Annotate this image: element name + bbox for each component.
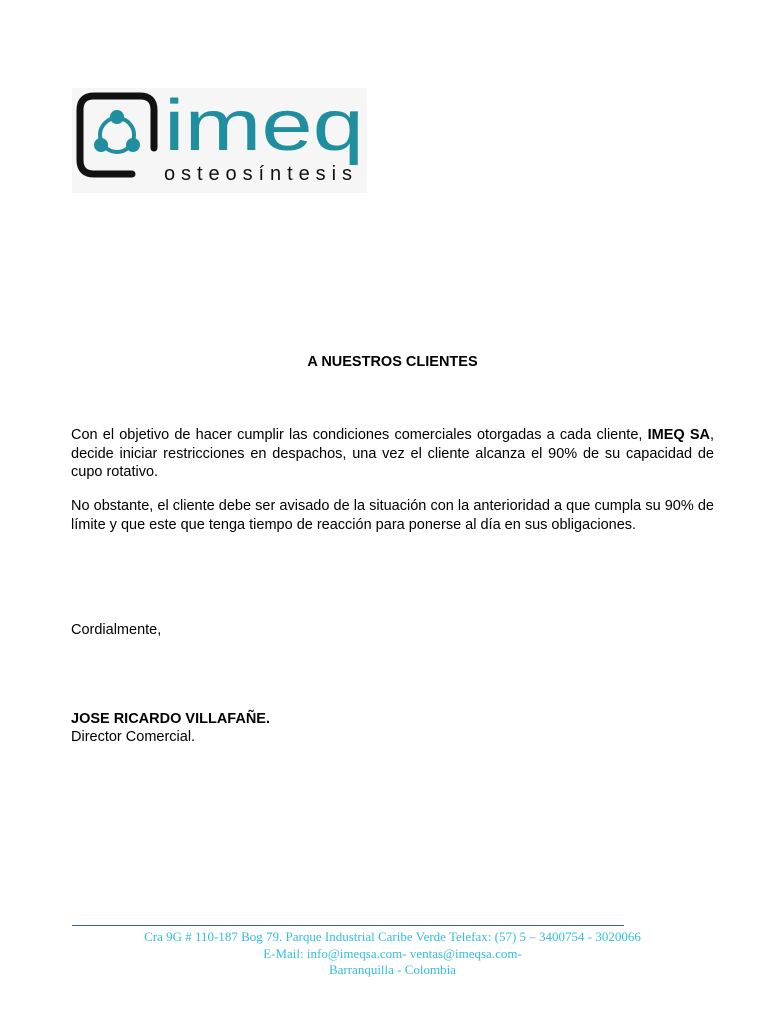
paragraph-notice: No obstante, el cliente debe ser avisado de la situación con la anterioridad a que cumpla su 90% de límite y que este que tenga tiempo de reacción para ponerse al día en sus obligaciones. — [71, 498, 714, 533]
paragraph1-lead: Con el objetivo de hacer cumplir las condiciones comerciales otorgadas a cada cliente, — [71, 427, 648, 443]
company-logo — [72, 88, 367, 193]
paragraph1-rest: , decide iniciar restricciones en despachos, una vez el cliente alcanza el 90% de su capacidad de cupo rotativo. — [71, 427, 714, 480]
footer-email: E-Mail: info@imeqsa.com- ventas@imeqsa.com- — [263, 945, 522, 961]
footer-contact — [0, 929, 768, 979]
paragraph-restrictions — [71, 426, 714, 482]
signer-name: JOSE RICARDO VILLAFAÑE. — [71, 711, 270, 727]
logo-tagline: osteosíntesis — [164, 163, 352, 185]
closing-salutation: Cordialmente, — [71, 622, 162, 638]
footer-address: Cra 9G # 110-187 Bog 79. Parque Industrial Caribe Verde Telefax: (57) 5 – 3400754 - 3020066 — [144, 929, 641, 944]
logo-wordmark: imeq — [164, 88, 364, 166]
letter-heading: A NUESTROS CLIENTES — [307, 354, 478, 370]
footer-city: Barranquilla - Colombia — [328, 962, 457, 977]
footer-divider — [72, 925, 624, 926]
company-name: IMEQ SA — [647, 427, 710, 443]
signer-title: Director Comercial. — [71, 729, 196, 745]
imeq-logo-graphic — [72, 88, 367, 193]
